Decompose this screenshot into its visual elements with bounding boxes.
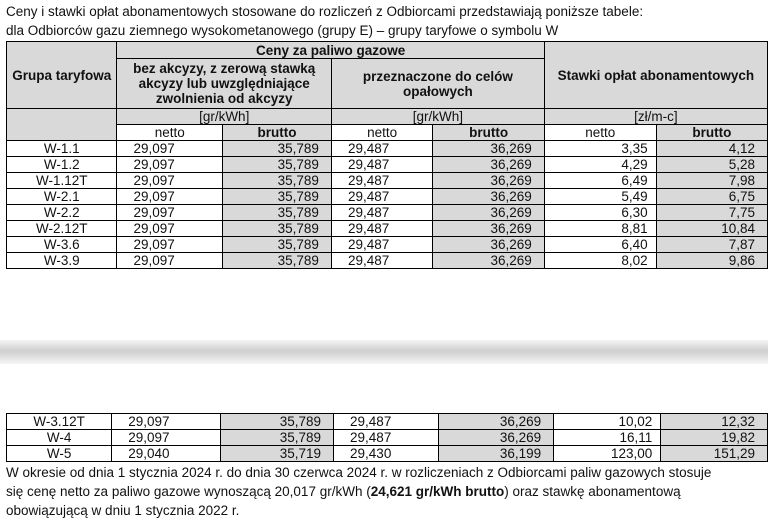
tariff-group-cell: W-1.2 <box>7 157 117 173</box>
heating-brutto-cell: 36,269 <box>433 141 544 157</box>
intro-line-1: Ceny i stawki opłat abonamentowych stosowane do rozliczeń z Odbiorcami przedstawiają poniższe tabele: <box>6 4 644 19</box>
header-brutto: brutto <box>223 125 332 141</box>
tariff-table-bottom <box>6 413 768 462</box>
table-row <box>7 173 768 189</box>
heating-netto-cell: 29,430 <box>334 446 439 462</box>
header-netto: netto <box>331 125 432 141</box>
subscription-netto-cell: 6,49 <box>544 173 656 189</box>
price-brutto-cell: 35,789 <box>223 205 332 221</box>
table-row <box>7 253 768 269</box>
tariff-group-cell: W-2.1 <box>7 189 117 205</box>
heating-netto-cell: 29,487 <box>331 253 432 269</box>
heating-brutto-cell: 36,269 <box>433 253 544 269</box>
tariff-group-cell: W-3.6 <box>7 237 117 253</box>
note-line-1: W okresie od dnia 1 stycznia 2024 r. do dnia 30 czerwca 2024 r. w rozliczeniach z Odbiorcami paliw gazowych stosuje <box>6 465 712 480</box>
subscription-netto-cell: 10,02 <box>554 414 661 430</box>
heating-brutto-cell: 36,269 <box>438 430 554 446</box>
unit-subscription: [zł/m-c] <box>544 109 767 125</box>
price-netto-cell: 29,097 <box>112 414 221 430</box>
subscription-brutto-cell: 19,82 <box>661 430 768 446</box>
heating-brutto-cell: 36,199 <box>438 446 554 462</box>
subscription-brutto-cell: 9,86 <box>656 253 767 269</box>
subscription-netto-cell: 6,40 <box>544 237 656 253</box>
price-netto-cell: 29,097 <box>117 221 223 237</box>
page-break-divider <box>0 340 768 364</box>
price-brutto-cell: 35,789 <box>223 253 332 269</box>
table-row <box>7 446 768 462</box>
subscription-netto-cell: 123,00 <box>554 446 661 462</box>
heating-netto-cell: 29,487 <box>334 414 439 430</box>
header-heating: przeznaczone do celów opałowych <box>331 59 544 109</box>
heating-netto-cell: 29,487 <box>331 221 432 237</box>
heating-netto-cell: 29,487 <box>331 189 432 205</box>
heating-netto-cell: 29,487 <box>331 237 432 253</box>
heating-brutto-cell: 36,269 <box>438 414 554 430</box>
subscription-brutto-cell: 10,84 <box>656 221 767 237</box>
price-netto-cell: 29,097 <box>117 157 223 173</box>
header-netto: netto <box>117 125 223 141</box>
subscription-netto-cell: 8,81 <box>544 221 656 237</box>
note-line-2-start: się cenę netto za paliwo gazowe wynoszącą 20,017 gr/kWh ( <box>6 484 371 499</box>
tariff-group-cell: W-1.12T <box>7 173 117 189</box>
price-netto-cell: 29,097 <box>117 189 223 205</box>
header-group-spacer <box>7 109 117 141</box>
table-row <box>7 430 768 446</box>
price-brutto-cell: 35,789 <box>223 141 332 157</box>
note-line-3: obowiązującą w dniu 1 stycznia 2022 r. <box>6 503 240 518</box>
price-brutto-cell: 35,789 <box>223 173 332 189</box>
header-no-excise: bez akcyzy, z zerową stawką akcyzy lub uwzględniające zwolnienia od akcyzy <box>117 59 331 109</box>
intro-line-2: dla Odbiorców gazu ziemnego wysokometanowego (grupy E) – grupy taryfowe o symbolu W <box>6 23 559 38</box>
tariff-group-cell: W-3.9 <box>7 253 117 269</box>
note-brutto-price: 24,621 gr/kWh brutto <box>370 484 505 499</box>
heating-netto-cell: 29,487 <box>334 430 439 446</box>
price-brutto-cell: 35,789 <box>223 157 332 173</box>
subscription-brutto-cell: 6,75 <box>656 189 767 205</box>
price-netto-cell: 29,097 <box>117 141 223 157</box>
header-netto: netto <box>544 125 656 141</box>
header-brutto: brutto <box>656 125 767 141</box>
header-subscription: Stawki opłat abonamentowych <box>544 42 767 109</box>
note-paragraph <box>6 463 762 520</box>
subscription-brutto-cell: 7,75 <box>656 205 767 221</box>
tariff-table-top <box>6 41 768 269</box>
tariff-group-cell: W-3.12T <box>7 414 112 430</box>
note-line-2 <box>6 482 762 501</box>
subscription-netto-cell: 4,29 <box>544 157 656 173</box>
note-line-2-end: ) oraz stawkę abonamentową <box>504 484 681 499</box>
table-row <box>7 221 768 237</box>
price-netto-cell: 29,040 <box>112 446 221 462</box>
heating-brutto-cell: 36,269 <box>433 237 544 253</box>
heating-brutto-cell: 36,269 <box>433 157 544 173</box>
price-brutto-cell: 35,789 <box>223 189 332 205</box>
header-group: Grupa taryfowa <box>7 42 117 109</box>
table-row <box>7 205 768 221</box>
header-brutto: brutto <box>433 125 544 141</box>
heating-brutto-cell: 36,269 <box>433 221 544 237</box>
table-row <box>7 189 768 205</box>
heating-brutto-cell: 36,269 <box>433 173 544 189</box>
subscription-netto-cell: 3,35 <box>544 141 656 157</box>
heating-brutto-cell: 36,269 <box>433 189 544 205</box>
tariff-group-cell: W-1.1 <box>7 141 117 157</box>
heating-netto-cell: 29,487 <box>331 141 432 157</box>
price-brutto-cell: 35,789 <box>221 430 334 446</box>
unit-energy-b: [gr/kWh] <box>331 109 544 125</box>
price-netto-cell: 29,097 <box>117 253 223 269</box>
heating-brutto-cell: 36,269 <box>433 205 544 221</box>
subscription-netto-cell: 5,49 <box>544 189 656 205</box>
heating-netto-cell: 29,487 <box>331 173 432 189</box>
subscription-brutto-cell: 12,32 <box>661 414 768 430</box>
tariff-group-cell: W-2.2 <box>7 205 117 221</box>
subscription-brutto-cell: 7,98 <box>656 173 767 189</box>
price-brutto-cell: 35,719 <box>221 446 334 462</box>
price-brutto-cell: 35,789 <box>221 414 334 430</box>
tariff-group-cell: W-2.12T <box>7 221 117 237</box>
subscription-netto-cell: 8,02 <box>544 253 656 269</box>
subscription-brutto-cell: 7,87 <box>656 237 767 253</box>
price-brutto-cell: 35,789 <box>223 237 332 253</box>
heating-netto-cell: 29,487 <box>331 205 432 221</box>
table-row <box>7 414 768 430</box>
table-row <box>7 237 768 253</box>
unit-energy-a: [gr/kWh] <box>117 109 331 125</box>
subscription-brutto-cell: 151,29 <box>661 446 768 462</box>
tariff-group-cell: W-4 <box>7 430 112 446</box>
subscription-netto-cell: 16,11 <box>554 430 661 446</box>
subscription-netto-cell: 6,30 <box>544 205 656 221</box>
subscription-brutto-cell: 5,28 <box>656 157 767 173</box>
table-row <box>7 157 768 173</box>
price-brutto-cell: 35,789 <box>223 221 332 237</box>
heating-netto-cell: 29,487 <box>331 157 432 173</box>
price-netto-cell: 29,097 <box>112 430 221 446</box>
price-netto-cell: 29,097 <box>117 237 223 253</box>
subscription-brutto-cell: 4,12 <box>656 141 767 157</box>
price-netto-cell: 29,097 <box>117 173 223 189</box>
header-fuel-prices: Ceny za paliwo gazowe <box>117 42 544 59</box>
table-row <box>7 141 768 157</box>
price-netto-cell: 29,097 <box>117 205 223 221</box>
tariff-group-cell: W-5 <box>7 446 112 462</box>
